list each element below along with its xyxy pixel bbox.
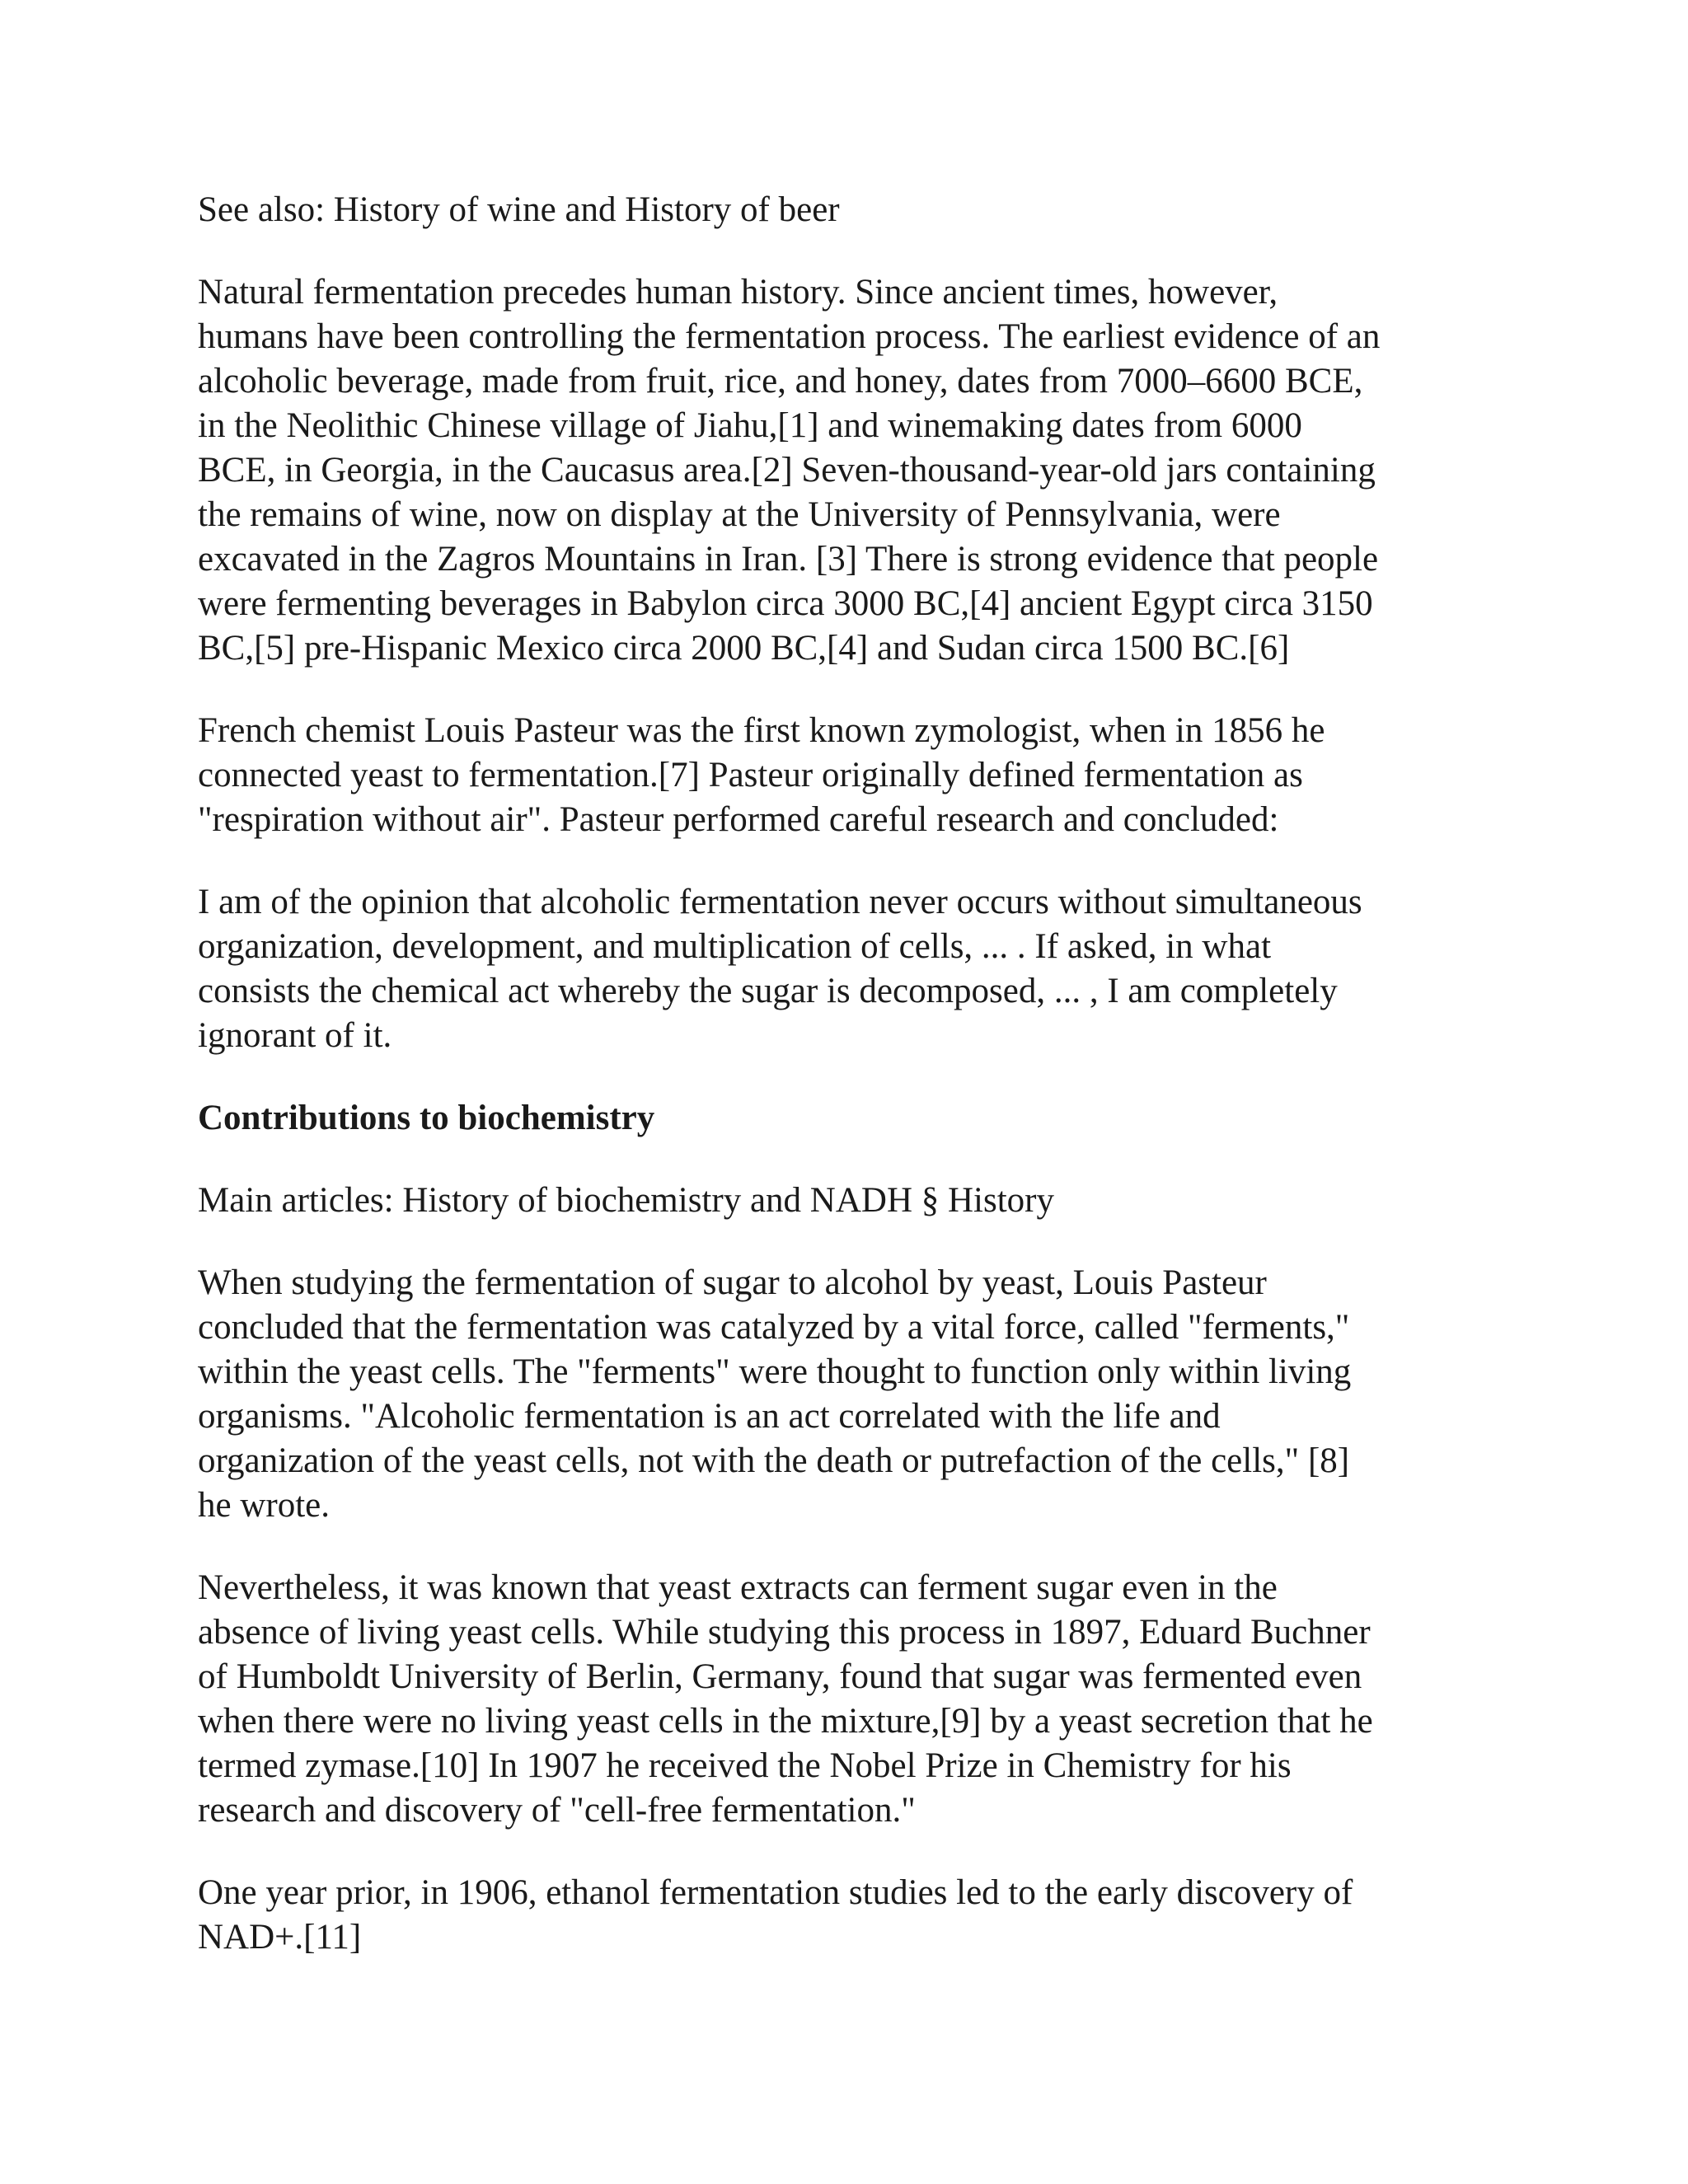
paragraph-pasteur [198,709,1517,842]
section-heading: Contributions to biochemistry [198,1099,655,1137]
text-line: organization, development, and multiplication of cells, ... . If asked, in what [198,927,1272,966]
text-line: When studying the fermentation of sugar to alcohol by yeast, Louis Pasteur [198,1263,1267,1302]
text-line: were fermenting beverages in Babylon circa 3000 BC,[4] ancient Egypt circa 3150 [198,584,1373,623]
text-line: within the yeast cells. The "ferments" were thought to function only within living [198,1352,1352,1391]
paragraph-buchner [198,1566,1517,1833]
text-line: concluded that the fermentation was catalyzed by a vital force, called "ferments," [198,1308,1350,1347]
text-line: consists the chemical act whereby the sugar is decomposed, ... , I am completely [198,972,1338,1010]
text-line: excavated in the Zagros Mountains in Iran. [3] There is strong evidence that people [198,540,1379,579]
text-line: "respiration without air". Pasteur performed careful research and concluded: [198,800,1279,839]
paragraph-history [198,270,1517,671]
text-line: I am of the opinion that alcoholic fermentation never occurs without simultaneous [198,883,1362,921]
text-line: absence of living yeast cells. While studying this process in 1897, Eduard Buchner [198,1613,1371,1652]
text-line: when there were no living yeast cells in the mixture,[9] by a yeast secretion that he [198,1702,1373,1741]
text-line: BC,[5] pre-Hispanic Mexico circa 2000 BC,[4] and Sudan circa 1500 BC.[6] [198,629,1290,668]
text-line: he wrote. [198,1486,330,1525]
text-line: Nevertheless, it was known that yeast extracts can ferment sugar even in the [198,1568,1278,1607]
paragraph-nad [198,1871,1517,1960]
text-line: organisms. "Alcoholic fermentation is an act correlated with the life and [198,1397,1221,1436]
text-line: of Humboldt University of Berlin, Germany, found that sugar was fermented even [198,1657,1362,1696]
pasteur-quote [198,880,1517,1058]
paragraph-ferments [198,1261,1517,1528]
text-line: NAD+.[11] [198,1918,362,1957]
text-line: connected yeast to fermentation.[7] Pasteur originally defined fermentation as [198,756,1303,794]
text-line: See also: History of wine and History of beer [198,190,840,229]
text-line: BCE, in Georgia, in the Caucasus area.[2] Seven-thousand-year-old jars containing [198,451,1376,490]
text-line: alcoholic beverage, made from fruit, rice, and honey, dates from 7000–6600 BCE, [198,362,1363,401]
text-line: humans have been controlling the fermentation process. The earliest evidence of an [198,317,1381,356]
see-also-line [198,188,1517,232]
text-line: French chemist Louis Pasteur was the first known zymologist, when in 1856 he [198,711,1325,750]
text-line: the remains of wine, now on display at the University of Pennsylvania, were [198,495,1281,534]
text-line: ignorant of it. [198,1016,392,1055]
text-line: One year prior, in 1906, ethanol fermentation studies led to the early discovery of [198,1873,1353,1912]
text-line: in the Neolithic Chinese village of Jiahu,[1] and winemaking dates from 6000 [198,406,1302,445]
main-articles-line [198,1179,1517,1223]
text-line: Main articles: History of biochemistry and NADH § History [198,1181,1054,1220]
text-line: Natural fermentation precedes human history. Since ancient times, however, [198,273,1278,312]
text-line: termed zymase.[10] In 1907 he received the Nobel Prize in Chemistry for his [198,1746,1292,1785]
text-line: organization of the yeast cells, not with the death or putrefaction of the cells," [8] [198,1441,1350,1480]
document-page [198,188,1517,1998]
text-line: research and discovery of "cell-free fermentation." [198,1791,916,1830]
